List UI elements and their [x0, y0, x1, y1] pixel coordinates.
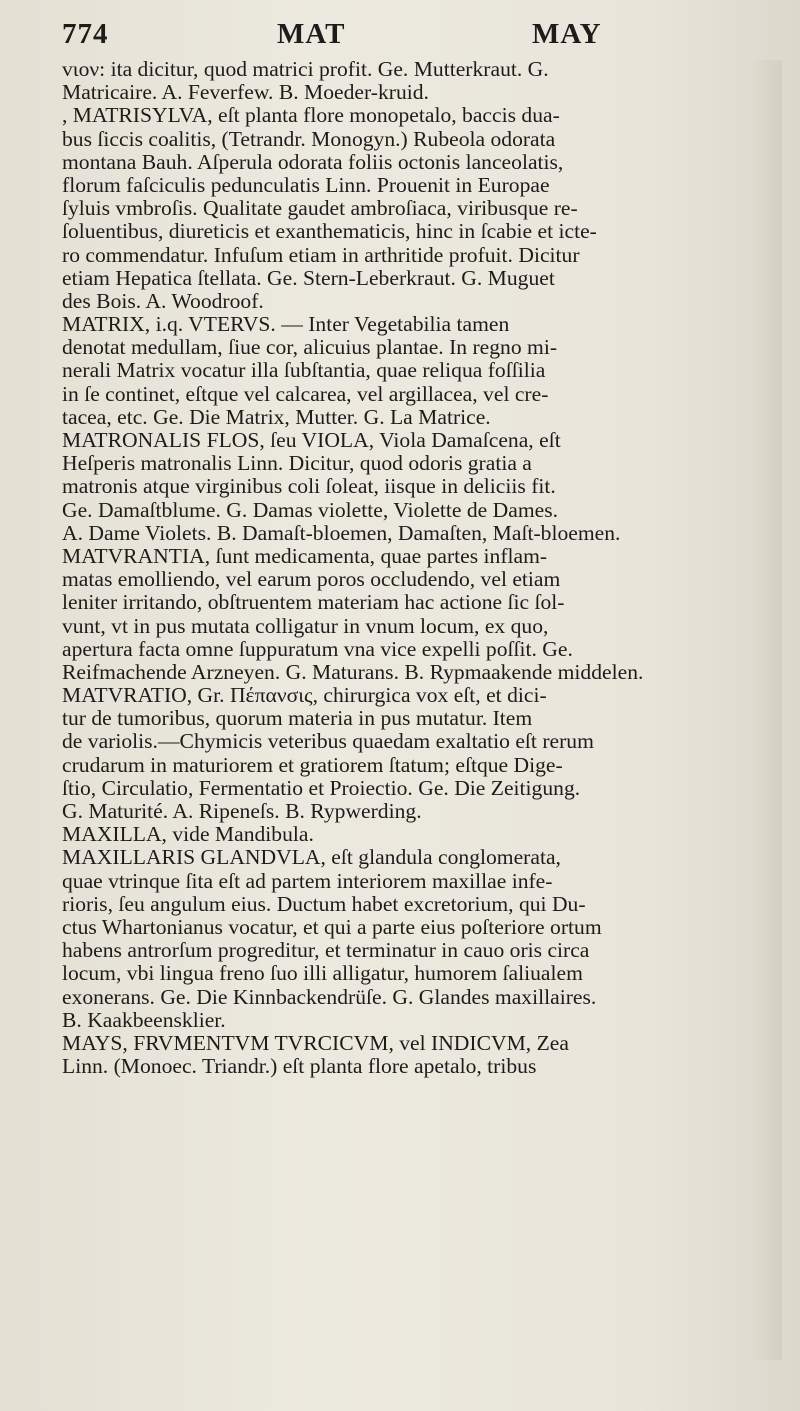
text-line: denotat medullam, ſiue cor, alicuius plantae. In regno mi-	[62, 336, 558, 360]
body-text	[62, 58, 742, 1078]
text-line: crudarum in maturiorem et gratiorem ſtatum; eſtque Dige-	[62, 753, 563, 777]
text-line: MAXILLA, vide Mandibula.	[62, 823, 314, 847]
text-line: bus ſiccis coalitis, (Tetrandr. Monogyn.) Rubeola odorata	[62, 127, 556, 151]
text-line: florum faſciculis pedunculatis Linn. Prouenit in Europae	[62, 173, 550, 197]
text-line: exonerans. Ge. Die Kinnbackendrüſe. G. Glandes maxillaires.	[62, 985, 597, 1009]
text-line: G. Maturité. A. Ripeneſs. B. Rypwerding.	[62, 800, 422, 823]
text-line: Linn. (Monoec. Triandr.) eſt planta flore apetalo, tribus	[62, 1055, 537, 1079]
text-line: montana Bauh. Aſperula odorata foliis octonis lanceolatis,	[62, 150, 564, 174]
text-line: MAYS, FRVMENTVM TVRCICVM, vel INDICVM, Zea	[62, 1031, 569, 1055]
text-line: locum, vbi lingua freno ſuo illi alligatur, humorem ſaliualem	[62, 962, 583, 986]
text-line: ſyluis vmbroſis. Qualitate gaudet ambroſiaca, viribusque re-	[62, 197, 578, 221]
text-line: Heſperis matronalis Linn. Dicitur, quod odoris gratia a	[62, 452, 532, 476]
text-line: Matricaire. A. Feverfew. B. Moeder-kruid.	[62, 81, 429, 105]
text-line: quae vtrinque ſita eſt ad partem interiorem maxillae infe-	[62, 869, 553, 893]
text-line: ſtio, Circulatio, Fermentatio et Proiectio. Ge. Die Zeitigung.	[62, 776, 581, 800]
page-edge-shadow	[752, 60, 782, 1360]
text-line: apertura facta omne ſuppuratum vna vice expelli poſſit. Ge.	[62, 637, 573, 661]
text-line: ctus Whartonianus vocatur, et qui a parte eius poſteriore ortum	[62, 915, 602, 939]
text-line: MATVRATIO, Gr. Πέπανσις, chirurgica vox eſt, et dici-	[62, 684, 547, 708]
text-line: vunt, vt in pus mutata colligatur in vnum locum, ex quo,	[62, 614, 549, 638]
text-line: nerali Matrix vocatur illa ſubſtantia, quae reliqua foſſilia	[62, 359, 546, 383]
text-line: MATRIX, i.q. VTERVS. — Inter Vegetabilia tamen	[62, 313, 510, 337]
text-line: B. Kaakbeensklier.	[62, 1008, 226, 1032]
right-running-head: MAY	[532, 18, 602, 50]
text-line: , MATRISYLVA, eſt planta flore monopetalo, baccis dua-	[62, 104, 560, 128]
text-line: etiam Hepatica ſtellata. Ge. Stern-Leberkraut. G. Muguet	[62, 266, 555, 290]
text-line: tacea, etc. Ge. Die Matrix, Mutter. G. La Matrice.	[62, 405, 491, 429]
text-line: de variolis.—Chymicis veteribus quaedam exaltatio eſt rerum	[62, 730, 594, 754]
text-line: habens antrorſum progreditur, et terminatur in cauo oris circa	[62, 939, 590, 963]
text-line: A. Dame Violets. B. Damaſt-bloemen, Damaſten, Maſt-bloemen.	[62, 521, 621, 545]
running-header	[62, 14, 742, 54]
text-line: MATVRANTIA, ſunt medicamenta, quae partes inflam-	[62, 544, 548, 568]
text-line: leniter irritando, obſtruentem materiam hac actione ſic ſol-	[62, 591, 565, 615]
text-line: des Bois. A. Woodroof.	[62, 289, 264, 313]
page-number: 774	[62, 18, 109, 50]
text-line: Ge. Damaſtblume. G. Damas violette, Violette de Dames.	[62, 498, 559, 522]
text-line: matronis atque virginibus coli ſoleat, iisque in deliciis fit.	[62, 475, 556, 499]
text-line: vιον: ita dicitur, quod matrici profit. Ge. Mutterkraut. G.	[62, 58, 549, 81]
text-line: MAXILLARIS GLANDVLA, eſt glandula conglomerata,	[62, 846, 561, 870]
text-line: ro commendatur. Infuſum etiam in arthritide profuit. Dicitur	[62, 243, 580, 267]
text-line: MATRONALIS FLOS, ſeu VIOLA, Viola Damaſcena, eſt	[62, 429, 561, 452]
text-line: matas emolliendo, vel earum poros occludendo, vel etiam	[62, 568, 561, 592]
text-line: Reifmachende Arzneyen. G. Maturans. B. Rypmaakende middelen.	[62, 660, 644, 684]
text-line: rioris, ſeu angulum eius. Ductum habet excretorium, qui Du-	[62, 892, 586, 916]
left-running-head: MAT	[277, 18, 346, 50]
text-line: in ſe continet, eſtque vel calcarea, vel argillacea, vel cre-	[62, 382, 549, 406]
text-line: tur de tumoribus, quorum materia in pus mutatur. Item	[62, 707, 533, 731]
text-line: ſoluentibus, diureticis et exanthematicis, hinc in ſcabie et icte-	[62, 220, 597, 244]
